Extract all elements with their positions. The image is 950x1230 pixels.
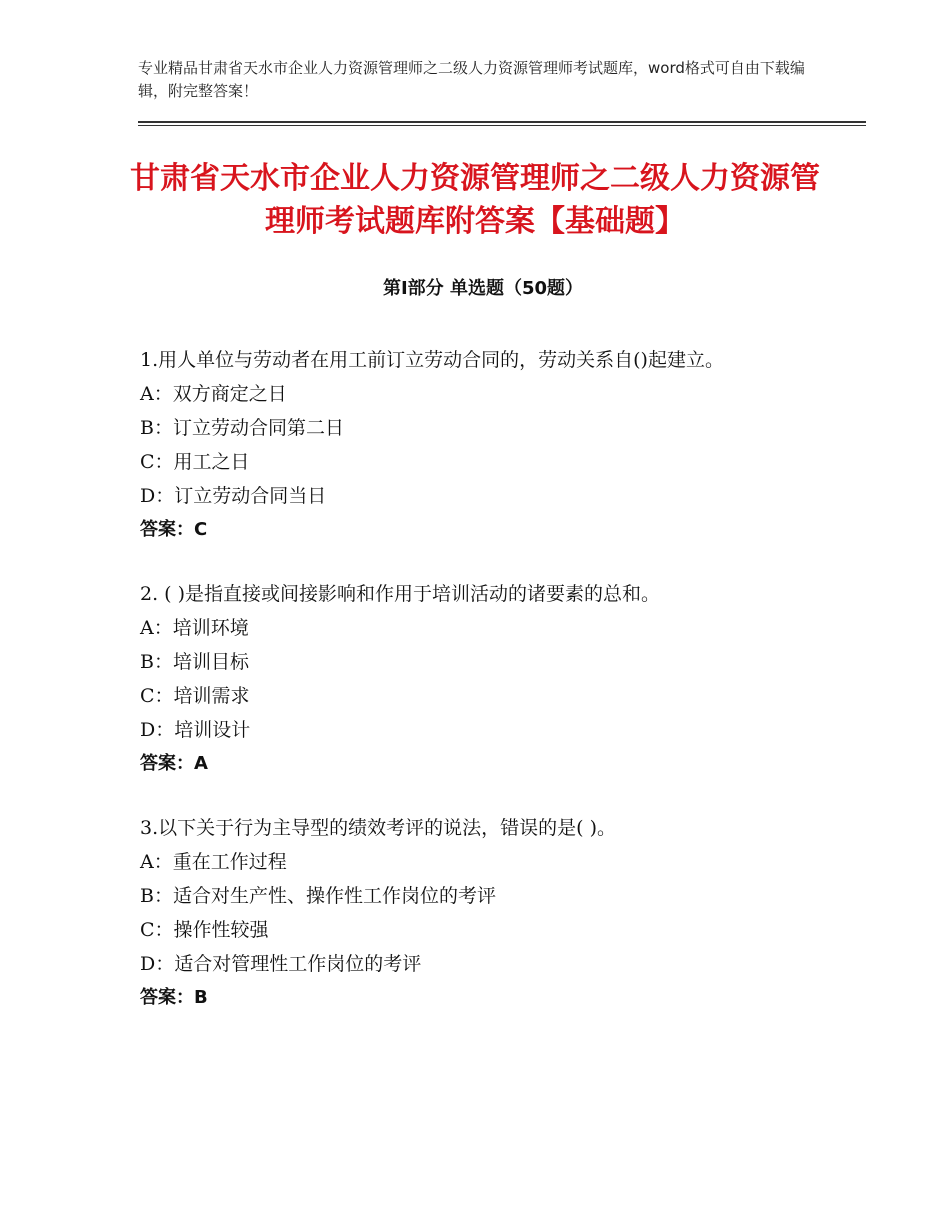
option-a: A：培训环境 xyxy=(140,617,249,639)
header-note: 专业精品甘肃省天水市企业人力资源管理师之二级人力资源管理师考试题库，word格式可自由下载编辑，附完整答案！ xyxy=(138,59,805,100)
option-a: A：重在工作过程 xyxy=(140,851,287,873)
question-2 xyxy=(140,577,790,781)
question-text: 3.以下关于行为主导型的绩效考评的说法，错误的是( )。 xyxy=(140,817,616,839)
header-divider-thick xyxy=(138,121,866,123)
option-d: D：订立劳动合同当日 xyxy=(140,485,327,507)
option-b: B：适合对生产性、操作性工作岗位的考评 xyxy=(140,885,496,907)
option-b: B：订立劳动合同第二日 xyxy=(140,417,344,439)
question-3 xyxy=(140,811,790,1015)
question-list xyxy=(140,343,790,1045)
option-b: B：培训目标 xyxy=(140,651,249,673)
answer: 答案：C xyxy=(140,519,208,540)
option-d: D：培训设计 xyxy=(140,719,251,741)
question-text: 1.用人单位与劳动者在用工前订立劳动合同的，劳动关系自()起建立。 xyxy=(140,349,724,371)
document-title: 甘肃省天水市企业人力资源管理师之二级人力资源管理师考试题库附答案【基础题】 xyxy=(130,161,820,239)
question-1 xyxy=(140,343,790,547)
question-text: 2. ( )是指直接或间接影响和作用于培训活动的诸要素的总和。 xyxy=(140,583,661,605)
option-d: D：适合对管理性工作岗位的考评 xyxy=(140,953,422,975)
option-c: C：操作性较强 xyxy=(140,919,269,941)
option-c: C：培训需求 xyxy=(140,685,250,707)
header-divider-thin xyxy=(138,125,866,126)
option-a: A：双方商定之日 xyxy=(140,383,287,405)
section-heading: 第Ⅰ部分 单选题（50题） xyxy=(382,278,583,299)
option-c: C：用工之日 xyxy=(140,451,250,473)
answer: 答案：B xyxy=(140,987,208,1008)
answer: 答案：A xyxy=(140,753,208,774)
